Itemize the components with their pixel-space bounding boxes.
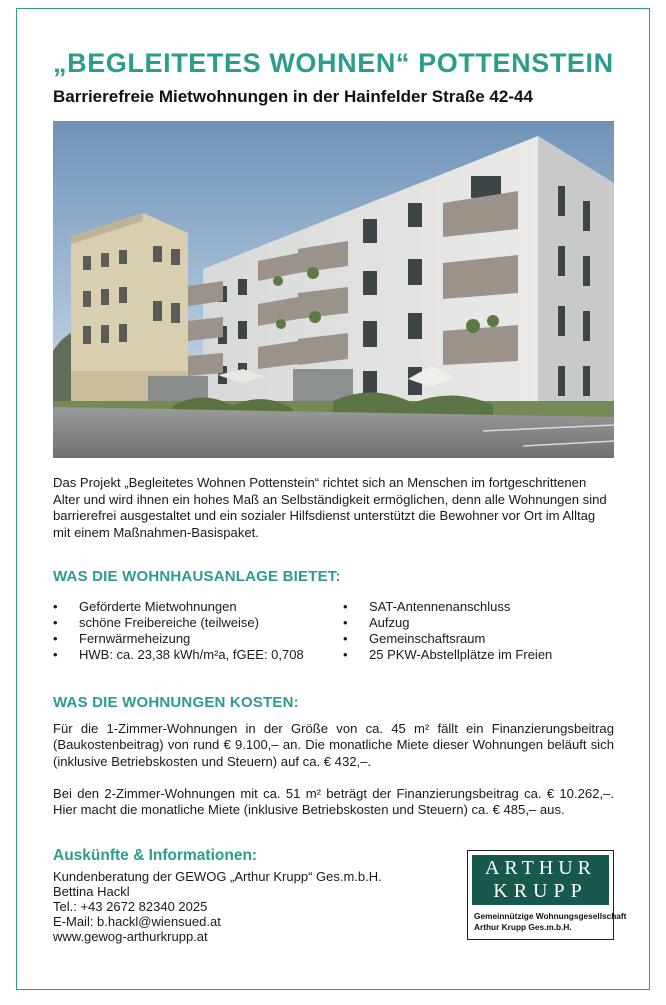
costs-heading: WAS DIE WOHNUNGEN KOSTEN: [53,694,299,711]
contact-email[interactable]: E-Mail: b.hackl@wiensued.at [53,914,221,929]
list-item: • Gemeinschaftsraum [343,631,552,647]
contact-heading: Auskünfte & Informationen: [53,847,258,864]
offer-list-right [343,599,552,663]
logo-subtitle-2: Arthur Krupp Ges.m.b.H. [474,922,572,932]
logo-mark [472,855,609,905]
building-rendering-image [53,121,614,458]
list-item: • 25 PKW-Abstellplätze im Freien [343,647,552,663]
logo-subtitle [474,911,626,933]
costs-paragraph-1: Für die 1-Zimmer-Wohnungen in der Größe von ca. 45 m² fällt ein Finanzierungsbeitrag (Baukostenbeitrag) von rund € 9.100,– an. Die monatliche Miete dieser Wohnungen beläuft sich (inklusive Betriebskosten und Steuern) auf ca. € 432,–. [53,721,614,769]
offer-heading: WAS DIE WOHNHAUSANLAGE BIETET: [53,568,341,585]
page-subtitle: Barrierefreie Mietwohnungen in der Hainfelder Straße 42-44 [53,87,533,106]
arthur-krupp-logo [467,850,627,940]
page-title: „BEGLEITETES WOHNEN“ POTTENSTEIN [53,48,614,78]
list-item: • schöne Freibereiche (teilweise) [53,615,304,631]
logo-subtitle-1: Gemeinnützige Wohnungsgesellschaft [474,911,627,921]
list-item: • SAT-Antennenanschluss [343,599,552,615]
intro-paragraph: Das Projekt „Begleitetes Wohnen Pottenstein“ richtet sich an Menschen im fortgeschrittenen Alter und wird ihnen ein hohes Maß an Selbständigkeit ermöglichen, denn alle Wohnungen sind barrierefrei ausgestaltet und ein sozialer Hilfsdienst unterstützt die Bewohner vor Ort im Alltag mit einem Maßnahmen-Basispaket. [53,475,607,540]
list-item: • Geförderte Mietwohnungen [53,599,304,615]
contact-block [53,869,382,944]
logo-line-1: ARTHUR [484,857,597,879]
list-item: • Fernwärmeheizung [53,631,304,647]
list-item: • HWB: ca. 23,38 kWh/m²a, fGEE: 0,708 [53,647,304,663]
contact-org: Kundenberatung der GEWOG „Arthur Krupp“ Ges.m.b.H. [53,869,382,884]
logo-line-2: KRUPP [493,880,588,902]
contact-website[interactable]: www.gewog-arthurkrupp.at [53,929,208,944]
contact-name: Bettina Hackl [53,884,130,899]
costs-paragraph-2: Bei den 2-Zimmer-Wohnungen mit ca. 51 m² beträgt der Finanzierungsbeitrag ca. € 10.262,–. Hier macht die monatliche Miete (inklusive Betriebskosten und Steuern) ca. € 485,– aus. [53,786,614,818]
offer-list-left [53,599,304,663]
contact-phone[interactable]: Tel.: +43 2672 82340 2025 [53,899,208,914]
list-item: • Aufzug [343,615,552,631]
